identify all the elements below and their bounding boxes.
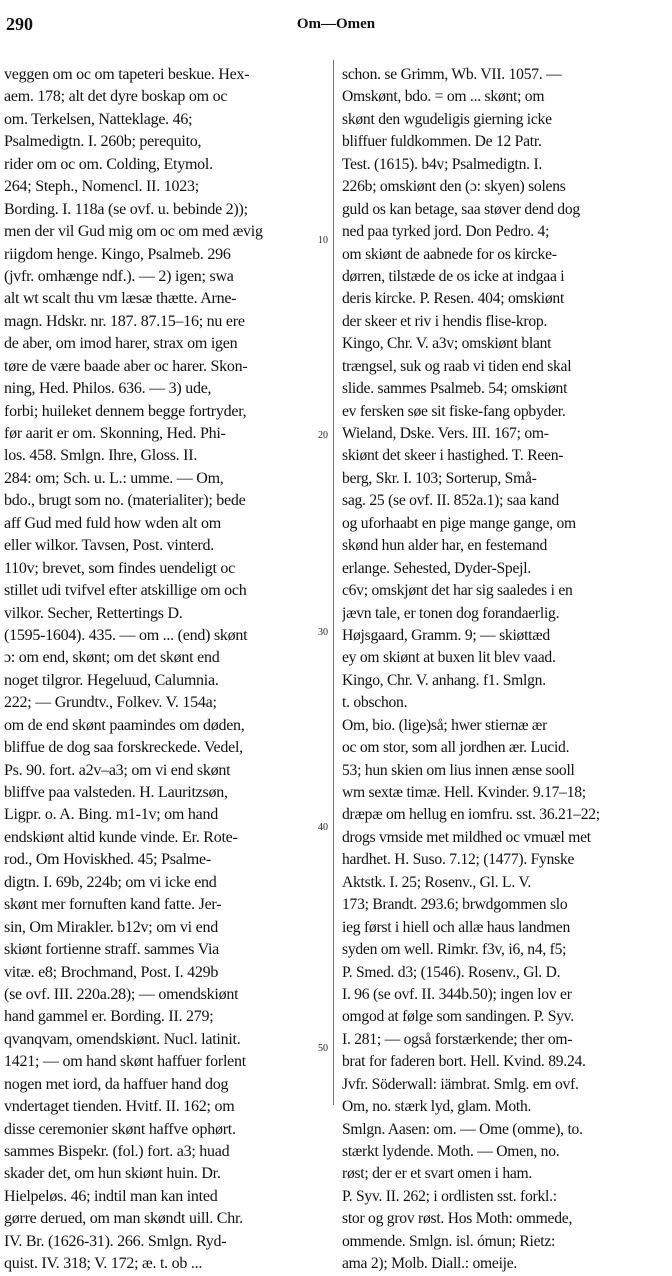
text-line: (1595-1604). 435. — om ... (end) skønt (4, 626, 248, 644)
text-line: rider om oc om. Colding, Etymol. (4, 155, 213, 173)
text-line: disse ceremonier skønt haffve ophørt. (4, 1120, 236, 1138)
text-line: guld os kan betage, saa støver dend dog (342, 200, 580, 218)
text-line: (jvfr. omhænge ndf.). — 2) igen; swa (4, 267, 234, 285)
text-line: rod., Om Hoviskhed. 45; Psalme- (4, 851, 211, 869)
text-line: vilkor. Secher, Rettertings D. (4, 604, 183, 622)
text-line: 264; Steph., Nomencl. II. 1023; (4, 178, 199, 196)
text-line: slide. sammes Psalmeb. 54; omskiønt (342, 380, 568, 398)
text-line: Hielpeløs. 46; indtil man kan inted (4, 1187, 218, 1205)
text-line: før aarit er om. Skonning, Hed. Phi- (4, 425, 226, 442)
text-line: endskiønt altid kunde vinde. Er. Rote- (4, 828, 238, 846)
text-line: aff Gud med fuld how wden alt om (4, 514, 221, 532)
line-number-marker: 50 (318, 1043, 328, 1054)
line-number-marker: 10 (318, 235, 328, 246)
text-line: Kingo, Chr. V. anhang. f1. Smlgn. (342, 671, 546, 689)
text-line: ned paa tyrked jord. Don Pedro. 4; (342, 223, 550, 241)
text-line: 110v; brevet, som findes uendeligt oc (4, 559, 235, 577)
text-line: om. Terkelsen, Natteklage. 46; (4, 110, 193, 128)
text-line: trængsel, suk og raab vi tiden end skal (342, 357, 572, 375)
text-line: Om, bio. (lige)så; hwer stiernæ ær (342, 716, 548, 734)
page-header (0, 14, 672, 36)
text-line: 284: om; Sch. u. L.: umme. — Om, (4, 469, 224, 487)
text-line: dørren, tilstæde de os icke at indgaa i (342, 267, 565, 285)
text-line: sin, Om Mirakler. b12v; om vi end (4, 918, 218, 936)
text-line: Ligpr. o. A. Bing. m1-1v; om hand (4, 806, 218, 824)
text-line: jævn tale, er tonen dog forandaerlig. (342, 604, 560, 622)
text-line: Test. (1615). b4v; Psalmedigtn. I. (342, 155, 543, 173)
text-line: Smlgn. Aasen: om. — Ome (omme), to. (342, 1120, 583, 1138)
text-line: 53; hun skien om lius innen ænse sooll (342, 761, 575, 779)
text-line: stor og grov røst. Hos Moth: ommede, (342, 1210, 573, 1228)
text-line: stærkt lydende. Moth. — Omen, no. (342, 1143, 560, 1160)
text-line: oc om stor, som all jordhen ær. Lucid. (342, 739, 570, 757)
text-line: forbi; huileket dennem begge fortryder, (4, 402, 247, 420)
text-line: dræpæ om hellug en iomfru. sst. 36.21–22; (342, 806, 600, 824)
text-line: ieg først i hiell och allæ haus landmen (342, 918, 571, 936)
text-line: deris kircke. P. Resen. 404; omskiønt (342, 290, 565, 308)
text-line: qvanqvam, omendskiønt. Nucl. latinit. (4, 1030, 241, 1048)
text-line: 222; — Grundtv., Folkev. V. 154a; (4, 694, 217, 712)
text-line: skønt mer fornuften kand fatte. Jer- (4, 896, 222, 914)
text-line: syden om well. Rimkr. f3v, i6, n4, f5; (342, 941, 567, 959)
text-line: vitæ. e8; Brochmand, Post. I. 429b (4, 963, 219, 981)
text-line: brat for faderen bort. Hell. Kvind. 89.24. (342, 1053, 586, 1071)
text-line: stillet udi tvifvel efter atskillige om och (4, 582, 247, 600)
text-line: t. obschon. (342, 694, 408, 712)
text-line: skiønt fortienne straff. sammes Via (4, 941, 219, 959)
text-line: veggen om oc om tapeteri beskue. Hex- (4, 66, 250, 83)
text-line: Omskønt, bdo. = om ... skønt; om (342, 88, 545, 106)
text-line: sammes Bispekr. (fol.) fort. a3; huad (4, 1143, 230, 1160)
text-line: Jvfr. Söderwall: iämbrat. Smlg. em ovf. (342, 1075, 579, 1093)
text-line: Bording. I. 118a (se ovf. u. bebinde 2)); (4, 200, 248, 218)
text-line: ama 2); Molb. Diall.: omeije. (342, 1255, 518, 1273)
text-line: 226b; omskiønt den (ɔ: skyen) solens (342, 178, 566, 196)
text-line: Kingo, Chr. V. a3v; omskiønt blant (342, 335, 552, 353)
text-line: erlange. Sehested, Dyder-Spejl. (342, 559, 531, 577)
text-line: og uforhaabt en pige mange gange, om (342, 514, 576, 532)
text-line: Om, no. stærk lyd, glam. Moth. (342, 1098, 532, 1116)
text-line: bliffuer fuldkommen. De 12 Patr. (342, 133, 542, 151)
text-line: bliffve paa valsteden. H. Lauritzsøn, (4, 784, 228, 801)
text-line: ev fersken søe sit fiske-fang opbyder. (342, 402, 566, 420)
text-line: P. Syv. II. 262; i ordlisten sst. forkl.: (342, 1187, 557, 1205)
text-line: vndertaget tienden. Hvitf. II. 162; om (4, 1098, 235, 1116)
text-line: berg, Skr. I. 103; Sorterup, Små- (342, 469, 537, 487)
text-line: Wieland, Dske. Vers. III. 167; om- (342, 425, 549, 442)
text-line: 173; Brandt. 293.6; brwdgommen slo (342, 896, 568, 914)
text-line: de aber, om imod harer, strax om igen (4, 335, 238, 353)
text-line: der skeer et riv i hendis flise-krop. (342, 312, 548, 330)
text-line: ey om skiønt at buxen lit blev vaad. (342, 649, 556, 667)
line-number-marker: 20 (318, 430, 328, 441)
line-number-marker: 30 (318, 627, 328, 638)
column-divider (333, 60, 334, 1105)
right-text-column (342, 64, 668, 1276)
text-line: riigdom henge. Kingo, Psalmeb. 296 (4, 245, 231, 263)
text-line: drogs vmside met mildhed oc vmuæl met (342, 828, 591, 846)
text-line: bliffue de dog saa forskreckede. Vedel, (4, 739, 243, 757)
text-line: (se ovf. III. 220a.28); — omendskiønt (4, 985, 239, 1003)
text-line: nogen met iord, da haffuer hand dog (4, 1075, 229, 1093)
text-line: c6v; omskjønt det har sig saaledes i en (342, 582, 573, 600)
text-line: gørre derued, om man skøndt uill. Chr. (4, 1210, 243, 1228)
text-line: alt wt scalt thu vm læsæ thætte. Arne- (4, 290, 237, 308)
text-line: digtn. I. 69b, 224b; om vi icke end (4, 873, 217, 891)
text-line: men der vil Gud mig om oc om med ævig (4, 223, 263, 241)
text-line: Højsgaard, Gramm. 9; — skiøttæd (342, 626, 550, 644)
text-line: aem. 178; alt det dyre boskap om oc (4, 88, 228, 106)
text-line: ommende. Smlgn. isl. ómun; Rietz: (342, 1232, 556, 1250)
text-line: sag. 25 (se ovf. II. 852a.1); saa kand (342, 492, 559, 510)
text-line: skønd hun alder har, en festemand (342, 537, 548, 555)
text-line: bdo., brugt som no. (materialiter); bede (4, 492, 246, 510)
text-line: quist. IV. 318; V. 172; æ. t. ob ... (4, 1255, 203, 1273)
text-line: I. 96 (se ovf. II. 344b.50); ingen lov er (342, 985, 572, 1003)
text-line: P. Smed. d3; (1546). Rosenv., Gl. D. (342, 963, 561, 981)
text-line: I. 281; — også forstærkende; ther om- (342, 1030, 573, 1048)
text-line: schon. se Grimm, Wb. VII. 1057. — (342, 66, 562, 83)
text-line: ning, Hed. Philos. 636. — 3) ude, (4, 380, 212, 398)
text-line: om skiønt de aabnede for os kircke- (342, 245, 557, 263)
text-line: skiønt det skeer i hastighed. T. Reen- (342, 447, 564, 465)
text-line: røst; der er et svart omen i ham. (342, 1165, 533, 1183)
text-line: Aktstk. I. 25; Rosenv., Gl. L. V. (342, 873, 531, 891)
text-line: wm sextæ timæ. Hell. Kvinder. 9.17–18; (342, 784, 586, 801)
text-line: Ps. 90. fort. a2v–a3; om vi end skønt (4, 761, 231, 779)
page-number: 290 (6, 14, 33, 34)
line-number-marker: 40 (318, 822, 328, 833)
text-line: skader det, om hun skiønt huin. Dr. (4, 1165, 221, 1183)
running-head: Om—Omen (296, 16, 376, 32)
text-line: magn. Hdskr. nr. 187. 87.15–16; nu ere (4, 312, 245, 330)
text-line: hand gammel er. Bording. II. 279; (4, 1008, 214, 1026)
text-line: hardhet. H. Suso. 7.12; (1477). Fynske (342, 851, 575, 869)
text-line: 1421; — om hand skønt haffuer forlent (4, 1053, 246, 1071)
text-line: skønt den wgudeligis gierning icke (342, 110, 552, 128)
text-line: IV. Br. (1626-31). 266. Smlgn. Ryd- (4, 1232, 227, 1250)
text-line: ɔ: om end, skønt; om det skønt end (4, 649, 220, 667)
text-line: noget tilgror. Hegeluud, Calumnia. (4, 671, 219, 689)
text-line: eller wilkor. Tavsen, Post. vinterd. (4, 537, 214, 555)
text-line: tøre de være baade aber oc harer. Skon- (4, 357, 248, 375)
text-line: los. 458. Smlgn. Ihre, Gloss. II. (4, 447, 198, 465)
text-line: Psalmedigtn. I. 260b; perequito, (4, 133, 202, 151)
text-line: omgod at følge som sandingen. P. Syv. (342, 1008, 574, 1026)
text-line: om de end skønt paamindes om døden, (4, 716, 245, 734)
left-text-column (4, 64, 326, 1276)
